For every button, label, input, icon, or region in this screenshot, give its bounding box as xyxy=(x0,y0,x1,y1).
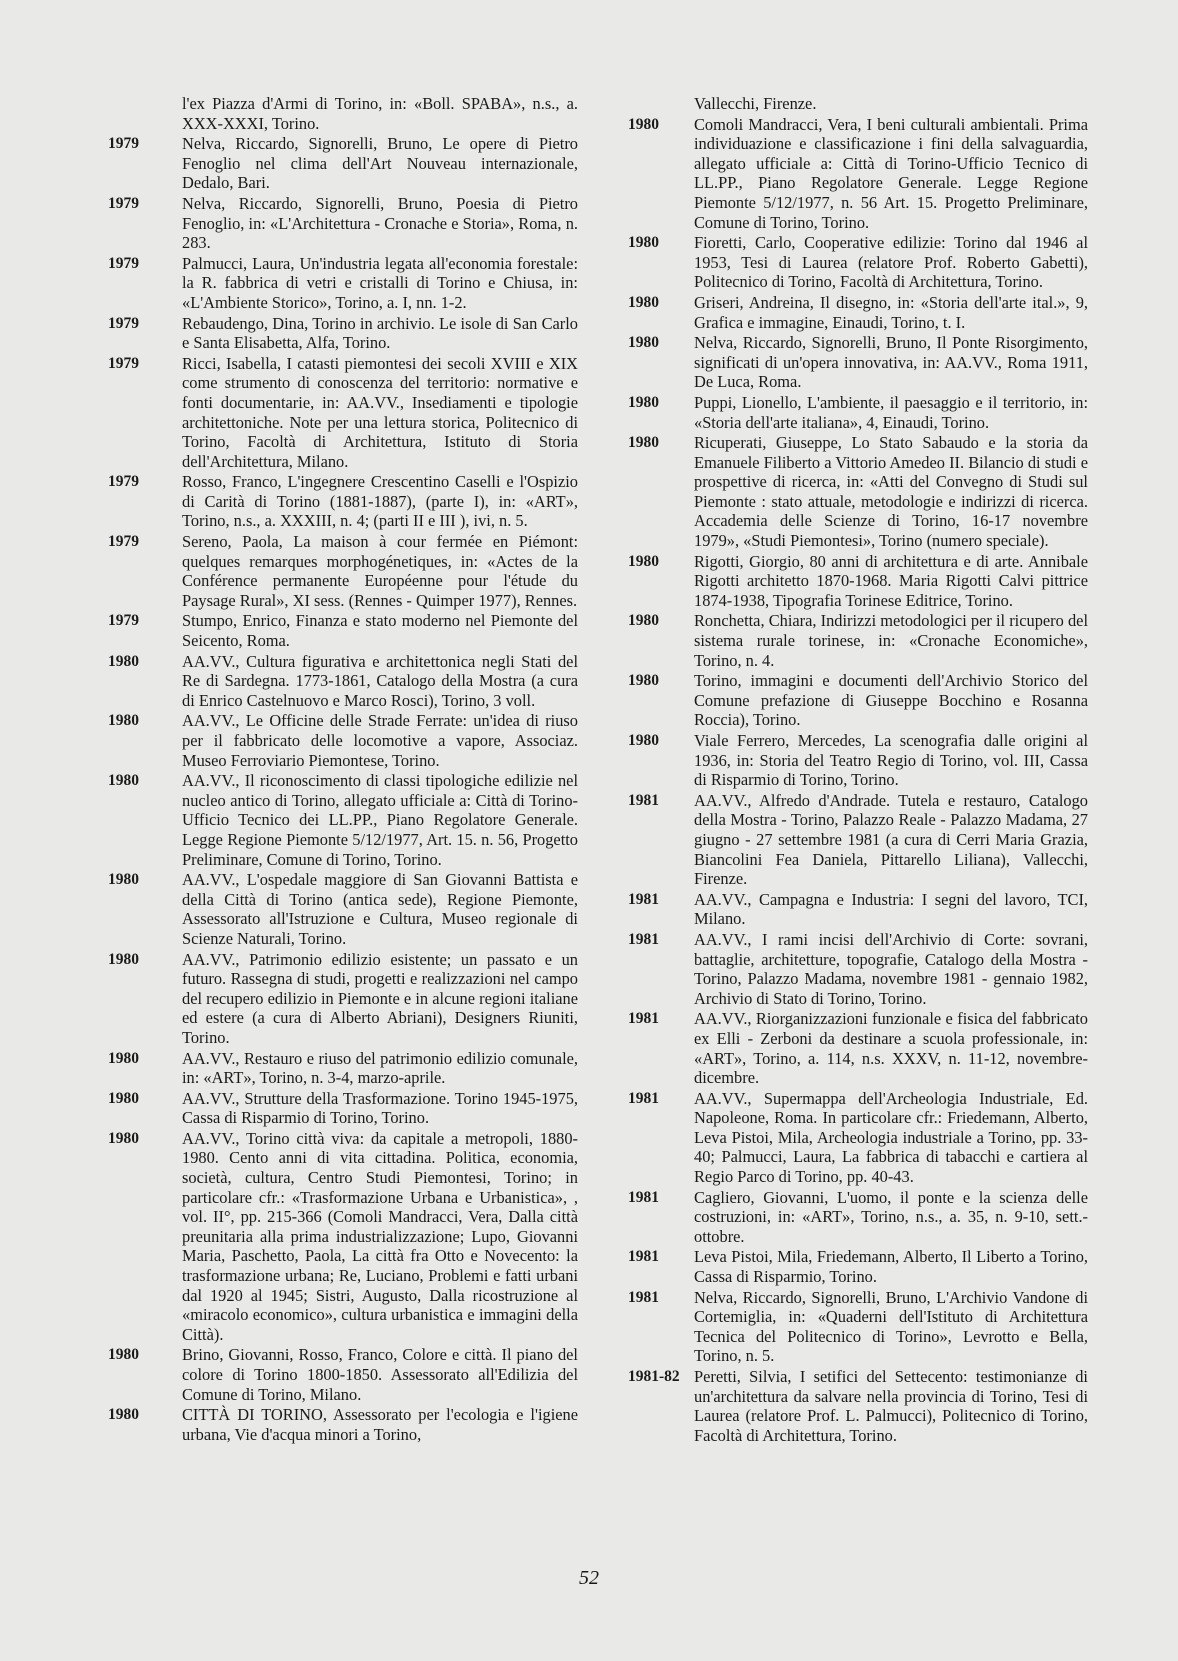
bibliography-entry xyxy=(628,671,1088,730)
bibliography-entry xyxy=(628,890,1088,929)
bibliography-entry xyxy=(108,532,578,610)
entry-year: 1980 xyxy=(108,1129,139,1147)
entry-year: 1979 xyxy=(108,354,139,372)
entry-text: Nelva, Riccardo, Signorelli, Bruno, Le opere di Pietro Fenoglio nel clima dell'Art Nouveau internazionale, Dedalo, Bari. xyxy=(182,134,578,193)
entry-text: Rosso, Franco, L'ingegnere Crescentino Caselli e l'Ospizio di Carità di Torino (1881-1887), (parte I), in: «ART», Torino, n.s., a. XXXIII, n. 4; (parti II e III ), ivi, n. 5. xyxy=(182,472,578,531)
entry-year: 1979 xyxy=(108,194,139,212)
entry-text: Peretti, Silvia, I setifici del Settecento: testimonianze di un'architettura da salvare nella provincia di Torino, Tesi di Laurea (relatore Prof. L. Palmucci), Politecnico di Torino, Facoltà di Architettura, Torino. xyxy=(694,1367,1088,1445)
entry-text: Ronchetta, Chiara, Indirizzi metodologici per il ricupero del sistema rurale torinese, in: «Cronache Economiche», Torino, n. 4. xyxy=(694,611,1088,670)
entry-year: 1981 xyxy=(628,890,659,908)
entry-text: AA.VV., L'ospedale maggiore di San Giovanni Battista e della Città di Torino (antica sede), Regione Piemonte, Assessorato all'Istruzione e Cultura, Museo regionale di Scienze Naturali, Torino. xyxy=(182,870,578,948)
entry-text: AA.VV., Alfredo d'Andrade. Tutela e restauro, Catalogo della Mostra - Torino, Palazzo Reale - Palazzo Madama, 27 giugno - 27 settembre 1981 (a cura di Cerri Maria Grazia, Biancolini Fea Daniela, Pittarello Liliana), Vallecchi, Firenze. xyxy=(694,790,1088,889)
entry-year: 1980 xyxy=(628,672,659,690)
entry-text: Fioretti, Carlo, Cooperative edilizie: Torino dal 1946 al 1953, Tesi di Laurea (relatore Prof. Roberto Gabetti), Politecnico di Torino, Facoltà di Architettura, Torino. xyxy=(694,233,1088,292)
entry-year: 1980 xyxy=(108,652,139,670)
entry-text: Vallecchi, Firenze. xyxy=(694,94,817,113)
bibliography-entry xyxy=(108,1049,578,1088)
entry-year xyxy=(108,94,182,133)
bibliography-entry xyxy=(628,393,1088,432)
bibliography-entry xyxy=(108,194,578,253)
entry-text: AA.VV., Il riconoscimento di classi tipologiche edilizie nel nucleo antico di Torino, allegato ufficiale a: Città di Torino-Ufficio Tecnico dei LL.PP., Piano Regolatore Generale. Legge Regione Piemonte 5/12/1977, Art. 15. n. 56, Progetto Preliminare, Comune di Torino, Torino. xyxy=(182,771,578,869)
entry-text: Nelva, Riccardo, Signorelli, Bruno, Poesia di Pietro Fenoglio, in: «L'Architettura - Cronache e Storia», Roma, n. 283. xyxy=(182,193,578,253)
entry-text: Palmucci, Laura, Un'industria legata all'economia forestale: la R. fabbrica di vetri e cristalli di Torino e Chiusa, in: «L'Ambiente Storico», Torino, a. I, nn. 1-2. xyxy=(182,253,578,312)
entry-text: AA.VV., Riorganizzazioni funzionale e fisica del fabbricato ex Elli - Zerboni da destinare a scuola professionale, in: «ART», Torino, a. 114, n.s. XXXV, n. 11-12, novembre-dicembre. xyxy=(694,1009,1088,1088)
entry-year: 1981 xyxy=(628,1288,659,1306)
entry-year: 1981 xyxy=(628,1010,659,1028)
entry-text: AA.VV., Supermappa dell'Archeologia Industriale, Ed. Napoleone, Roma. In particolare cfr.: Friedemann, Alberto, Leva Pistoi, Mila, Archeologia industriale a Torino, pp. 33-40; Palmucci, Laura, La fabbrica di tabacchi e cartiera al Regio Parco di Torino, pp. 40-43. xyxy=(694,1088,1088,1187)
entry-year: 1980 xyxy=(108,1049,139,1067)
entry-text: Griseri, Andreina, Il disegno, in: «Storia dell'arte ital.», 9, Grafica e immagine, Einaudi, Torino, t. I. xyxy=(694,292,1088,332)
entry-text: Rebaudengo, Dina, Torino in archivio. Le isole di San Carlo e Santa Elisabetta, Alfa, Torino. xyxy=(182,313,578,353)
bibliography-entry xyxy=(108,354,578,472)
bibliography-entry xyxy=(108,472,578,531)
entry-year: 1979 xyxy=(108,533,139,551)
bibliography-entry xyxy=(108,1345,578,1404)
entry-year xyxy=(628,94,694,114)
bibliography-entry xyxy=(628,731,1088,790)
entry-text: Viale Ferrero, Mercedes, La scenografia dalle origini al 1936, in: Storia del Teatro Regio di Torino, vol. III, Cassa di Risparmio di Torino, Torino. xyxy=(694,731,1088,790)
bibliography-entry xyxy=(108,950,578,1048)
bibliography-entry xyxy=(628,791,1088,889)
bibliography-entry xyxy=(108,1129,578,1345)
entry-text: AA.VV., Torino città viva: da capitale a metropoli, 1880-1980. Cento anni di vita cittadina. Politica, economia, società, cultura, Centro Studi Piemontesi, Torino; in particolare cfr.: «Trasformazione Urbana e Urbanistica», , vol. II°, pp. 215-366 (Comoli Mandracci, Vera, Dalla città preunitaria alla prima industrializzazione; Lupo, Giovanni Maria, Paschetto, Paola, La città fra Otto e Novecento: la trasformazione urbana; Re, Luciano, Problemi e fatti urbani dal 1920 al 1945; Sistri, Augusto, Dalla ricostruzione al «miracolo economico», cultura urbanistica e immagini della Città). xyxy=(182,1128,578,1344)
entry-text: AA.VV., Patrimonio edilizio esistente; un passato e un futuro. Rassegna di studi, progetti e realizzazioni nel campo del recupero edilizio in Piemonte e in alcune regioni italiane ed estere (a cura di Alberto Abriani), Designers Riuniti, Torino. xyxy=(182,949,578,1047)
bibliography-entry xyxy=(108,711,578,770)
entry-text: Torino, immagini e documenti dell'Archivio Storico del Comune prefazione di Giuseppe Bocchino e Rosanna Roccia), Torino. xyxy=(694,671,1088,730)
entry-text: Stumpo, Enrico, Finanza e stato moderno nel Piemonte del Seicento, Roma. xyxy=(182,611,578,651)
entry-text: Comoli Mandracci, Vera, I beni culturali ambientali. Prima individuazione e classificazione i fini della salvaguardia, allegato ufficiale a: Città di Torino-Ufficio Tecnico di LL.PP., Piano Regolatore Generale. Legge Regione Piemonte 5/12/1977, n. 56 Art. 15. Progetto Preliminare, Comune di Torino, Torino. xyxy=(694,114,1088,232)
entry-year: 1980 xyxy=(628,234,659,252)
entry-year: 1980 xyxy=(108,950,139,968)
bibliography-entry xyxy=(628,1188,1088,1247)
bibliography-entry xyxy=(628,1089,1088,1187)
entry-year: 1980 xyxy=(628,334,659,352)
entry-text: AA.VV., Le Officine delle Strade Ferrate: un'idea di riuso per il fabbricato delle locomotive a vapore, Associaz. Museo Ferroviario Piemontese, Torino. xyxy=(182,711,578,770)
entry-year: 1981 xyxy=(628,1248,659,1266)
entry-text: Leva Pistoi, Mila, Friedemann, Alberto, Il Liberto a Torino, Cassa di Risparmio, Torino. xyxy=(694,1247,1088,1287)
bibliography-entry xyxy=(108,94,578,133)
entry-year: 1980 xyxy=(628,732,659,749)
bibliography-entry xyxy=(628,115,1088,233)
bibliography-entry xyxy=(108,314,578,353)
entry-year: 1980 xyxy=(108,772,139,790)
entry-year: 1979 xyxy=(108,314,139,332)
entry-year: 1980 xyxy=(628,612,659,630)
entry-text: Brino, Giovanni, Rosso, Franco, Colore e città. Il piano del colore di Torino 1800-1850. Assessorato all'Edilizia del Comune di Torino, Milano. xyxy=(182,1345,578,1404)
entry-year: 1979 xyxy=(108,473,139,491)
bibliography-entry xyxy=(628,930,1088,1008)
entry-year: 1981 xyxy=(628,791,659,809)
bibliography-entry xyxy=(108,611,578,650)
bibliography-entry xyxy=(628,1367,1088,1445)
right-column xyxy=(628,94,1088,1446)
entry-text: Cagliero, Giovanni, L'uomo, il ponte e la scienza delle costruzioni, in: «ART», Torino, n.s., a. 35, n. 9-10, sett.-ottobre. xyxy=(694,1187,1088,1246)
bibliography-entry xyxy=(628,333,1088,392)
entry-year: 1980 xyxy=(108,1406,139,1424)
entry-text: l'ex Piazza d'Armi di Torino, in: «Boll. SPABA», n.s., a. XXX-XXXI, Torino. xyxy=(182,94,578,133)
bibliography-entry xyxy=(628,611,1088,670)
entry-text: Rigotti, Giorgio, 80 anni di architettura e di arte. Annibale Rigotti architetto 1870-1968. Maria Rigotti Calvi pittrice 1874-1938, Tipografia Torinese Editrice, Torino. xyxy=(694,551,1088,610)
bibliography-entry xyxy=(628,293,1088,332)
entry-text: AA.VV., Campagna e Industria: I segni del lavoro, TCI, Milano. xyxy=(694,889,1088,929)
bibliography-entry xyxy=(628,233,1088,292)
entry-year: 1980 xyxy=(108,1089,139,1107)
bibliography-entry xyxy=(108,870,578,948)
entry-year: 1979 xyxy=(108,612,139,630)
bibliography-entry xyxy=(628,94,1088,114)
bibliography-entry xyxy=(628,433,1088,551)
entry-year: 1981 xyxy=(628,1188,659,1206)
bibliography-entry xyxy=(108,134,578,193)
entry-text: Ricuperati, Giuseppe, Lo Stato Sabaudo e la storia da Emanuele Filiberto a Vittorio Amedeo II. Bilancio di studi e prospettive di ricerca, in: «Atti del Convegno di Studi sul Piemonte : stato attuale, metodologie e indirizzi di ricerca. Accademia delle Scienze di Torino, 16-17 novembre 1979», «Studi Piemontesi», Torino (numero speciale). xyxy=(694,433,1088,551)
entry-year: 1980 xyxy=(628,552,659,570)
bibliography-entry xyxy=(628,1009,1088,1087)
entry-year: 1979 xyxy=(108,254,139,272)
entry-text: AA.VV., Strutture della Trasformazione. Torino 1945-1975, Cassa di Risparmio di Torino, Torino. xyxy=(182,1088,578,1128)
entry-text: Nelva, Riccardo, Signorelli, Bruno, Il Ponte Risorgimento, significati di un'opera innovativa, in: AA.VV., Roma 1911, De Luca, Roma. xyxy=(694,333,1088,392)
entry-text: CITTÀ DI TORINO, Assessorato per l'ecologia e l'igiene urbana, Vie d'acqua minori a Torino, xyxy=(182,1405,578,1444)
entry-year: 1980 xyxy=(108,871,139,889)
left-column xyxy=(108,94,578,1445)
bibliography-entry xyxy=(628,552,1088,611)
entry-text: AA.VV., Restauro e riuso del patrimonio edilizio comunale, in: «ART», Torino, n. 3-4, marzo-aprile. xyxy=(182,1048,578,1088)
entry-year: 1980 xyxy=(108,712,139,730)
bibliography-entry xyxy=(108,1405,578,1444)
bibliography-entry xyxy=(108,1089,578,1128)
entry-year: 1980 xyxy=(628,115,659,133)
bibliography-entry xyxy=(108,652,578,711)
entry-year: 1979 xyxy=(108,135,139,153)
entry-text: AA.VV., I rami incisi dell'Archivio di Corte: sovrani, battaglie, architetture, topografie, Catalogo della Mostra - Torino, Palazzo Madama, novembre 1981 - gennaio 1982, Archivio di Stato di Torino, Torino. xyxy=(694,929,1088,1008)
entry-year: 1981 xyxy=(628,930,659,948)
entry-text: Puppi, Lionello, L'ambiente, il paesaggio e il territorio, in: «Storia dell'arte italiana», 4, Einaudi, Torino. xyxy=(694,392,1088,432)
entry-text: AA.VV., Cultura figurativa e architettonica negli Stati del Re di Sardegna. 1773-1861, Catalogo della Mostra (a cura di Enrico Castelnuovo e Marco Rosci), Torino, 3 voll. xyxy=(182,651,578,710)
entry-year: 1981-82 xyxy=(628,1368,680,1385)
bibliography-entry xyxy=(628,1247,1088,1286)
page-number: 52 xyxy=(579,1567,599,1589)
entry-year: 1980 xyxy=(108,1346,139,1364)
entry-text: Sereno, Paola, La maison à cour fermée en Piémont: quelques remarques morphogénetiques, in: «Actes de la Conférence permanente Européenne pour l'étude du Paysage Rural», XI sess. (Rennes - Quimper 1977), Rennes. xyxy=(182,532,578,610)
bibliography-entry xyxy=(628,1288,1088,1366)
entry-year: 1981 xyxy=(628,1089,659,1107)
bibliography-entry xyxy=(108,771,578,869)
entry-year: 1980 xyxy=(628,393,659,411)
entry-text: Ricci, Isabella, I catasti piemontesi dei secoli XVIII e XIX come strumento di conoscenza del territorio: normative e fonti documentarie, in: AA.VV., Insediamenti e tipologie architettoniche. Note per una lettura storica, Politecnico di Torino, Facoltà di Architettura, Istituto di Storia dell'Architettura, Milano. xyxy=(182,353,578,471)
entry-year: 1980 xyxy=(628,434,659,452)
entry-year: 1980 xyxy=(628,293,659,311)
entry-text: Nelva, Riccardo, Signorelli, Bruno, L'Archivio Vandone di Cortemiglia, in: «Quaderni dell'Istituto di Architettura Tecnica del Politecnico di Torino», Levrotto e Bella, Torino, n. 5. xyxy=(694,1287,1088,1366)
bibliography-entry xyxy=(108,254,578,313)
